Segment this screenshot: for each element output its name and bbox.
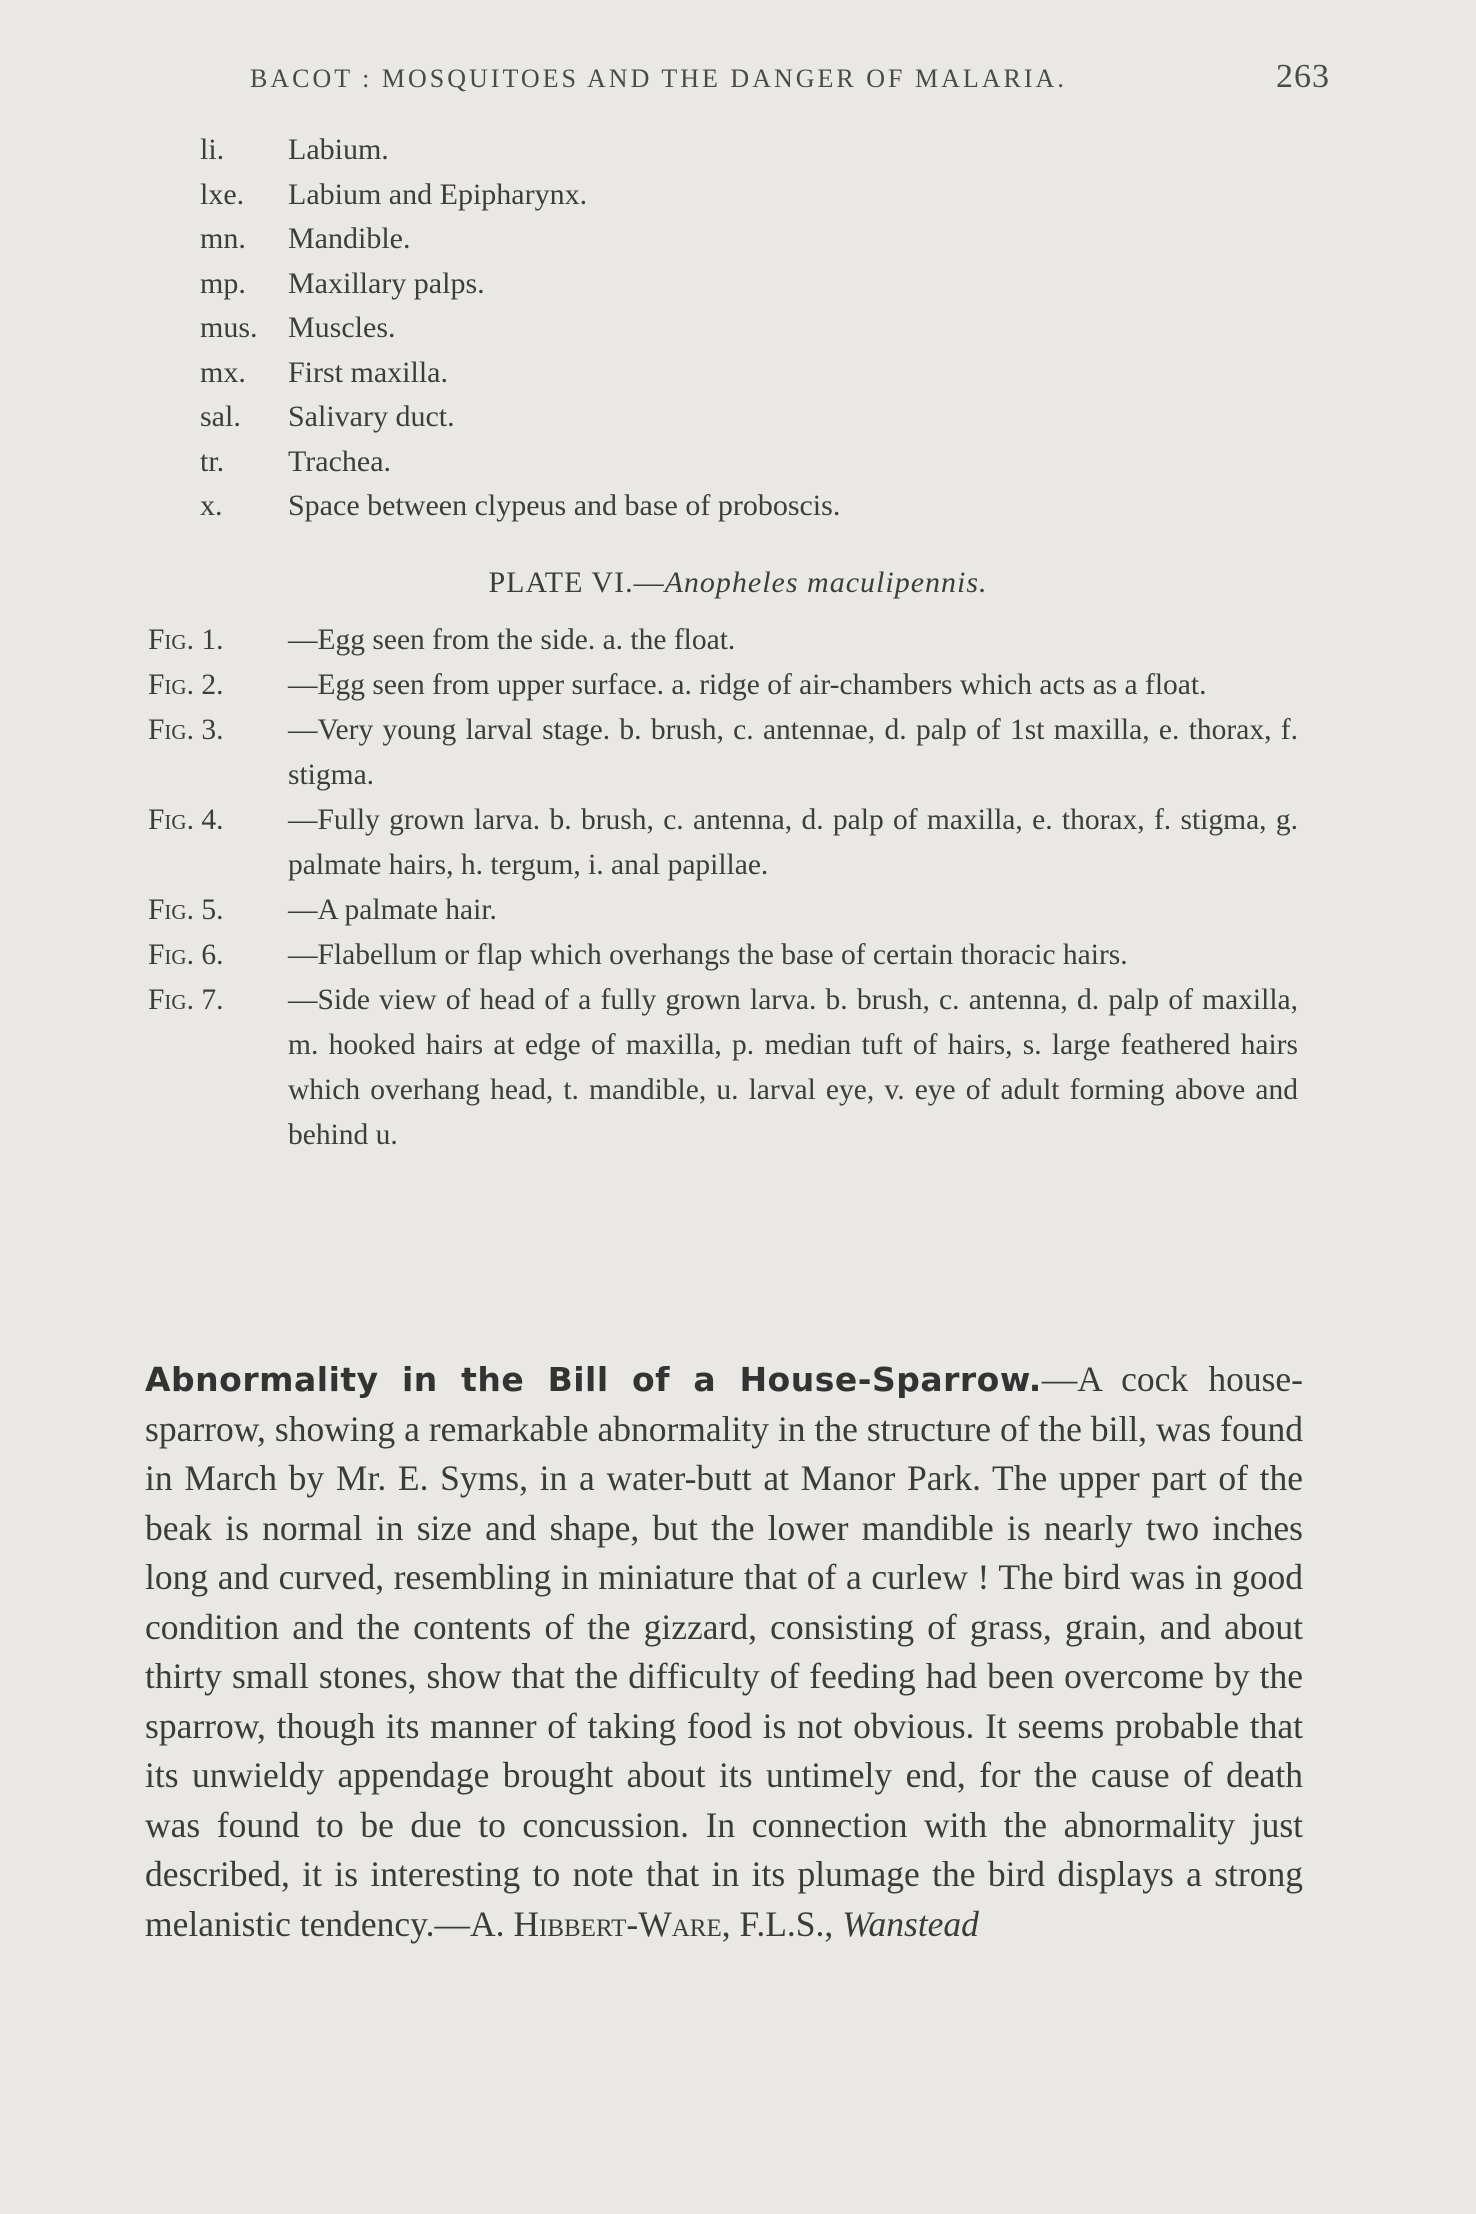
- plate-label: PLATE VI.—: [488, 566, 665, 599]
- abbreviation-value: Space between clypeus and base of proboscis.: [288, 489, 841, 522]
- figure-caption: [148, 663, 1298, 708]
- abbreviation-item: [200, 440, 1300, 485]
- running-header: [250, 58, 1330, 95]
- abbreviation-item: [200, 306, 1300, 351]
- article-heading: Abnormality in the Bill of a House-Sparrow.: [145, 1360, 1042, 1399]
- abbreviation-key: mx.: [200, 355, 246, 389]
- abbreviation-key: li.: [200, 133, 225, 166]
- figure-text: —Egg seen from the side. a. the float.: [288, 624, 736, 656]
- abbreviation-value: First maxilla.: [288, 355, 448, 389]
- figure-label: Fig. 6.: [148, 939, 224, 971]
- figure-caption: [148, 933, 1298, 978]
- figure-caption: [148, 798, 1298, 888]
- abbreviation-item: [200, 217, 1300, 262]
- abbreviation-value: Salivary duct.: [288, 400, 455, 433]
- abbreviation-item: [200, 262, 1300, 307]
- figure-label: Fig. 5.: [148, 894, 224, 926]
- abbreviation-value: Muscles.: [288, 311, 396, 344]
- figure-caption: [148, 888, 1298, 933]
- article-place: Wanstead: [842, 1903, 979, 1944]
- figure-text: —Very young larval stage. b. brush, c. antennae, d. palp of 1st maxilla, e. thorax, f. stigma.: [288, 714, 1298, 791]
- figure-text: —Fully grown larva. b. brush, c. antenna, d. palp of maxilla, e. thorax, f. stigma, g. palmate hairs, h. tergum, i. anal papillae.: [288, 804, 1298, 881]
- figure-text: —Flabellum or flap which overhangs the base of certain thoracic hairs.: [288, 939, 1128, 971]
- figure-caption: [148, 978, 1298, 1158]
- figure-label: Fig. 1.: [148, 624, 224, 656]
- abbreviation-value: Trachea.: [288, 444, 392, 478]
- article-paragraph: [145, 1355, 1303, 1949]
- article-author: A. Hibbert-Ware, F.L.S.,: [469, 1903, 834, 1944]
- article-body: —A cock house-sparrow, showing a remarkable abnormality in the structure of the bill, was found in March by Mr. E. Syms, in a water-butt at Manor Park. The upper part of the beak is normal in size and shape, but the lower mandible is nearly two inches long and curved, resembling in miniature that of a curlew ! The bird was in good condition and the contents of the gizzard, consisting of grass, grain, and about thirty small stones, show that the difficulty of feeding had been overcome by the sparrow, though its manner of taking food is not obvious. It seems probable that its unwieldy appendage brought about its untimely end, for the cause of death was found to be due to concussion. In connection with the abnormality just described, it is interesting to note that in its plumage the bird displays a strong melanistic tendency.—: [145, 1359, 1303, 1944]
- abbreviation-value: Labium.: [288, 133, 389, 166]
- abbreviation-key: mn.: [200, 222, 246, 255]
- abbreviation-item: [200, 395, 1300, 440]
- abbreviation-item: [200, 484, 1300, 529]
- abbreviation-value: Labium and Epipharynx.: [288, 177, 588, 211]
- abbreviation-item: [200, 351, 1300, 396]
- abbreviation-value: Maxillary palps.: [288, 266, 485, 300]
- abbreviation-value: Mandible.: [288, 222, 411, 255]
- abbreviation-item: [200, 128, 1300, 173]
- figure-caption: [148, 618, 1298, 663]
- abbreviation-key: mus.: [200, 311, 258, 344]
- plate-title: [0, 566, 1476, 600]
- abbreviation-list: [200, 128, 1300, 529]
- figure-label: Fig. 3.: [148, 714, 224, 746]
- abbreviation-item: [200, 173, 1300, 218]
- page-number: 263: [1276, 58, 1330, 95]
- figure-text: —Side view of head of a fully grown larva. b. brush, c. antenna, d. palp of maxilla, m. hooked hairs at edge of maxilla, p. median tuft of hairs, s. large feathered hairs which overhang head, t. mandible, u. larval eye, v. eye of adult forming above and behind u.: [288, 984, 1298, 1151]
- figure-label: Fig. 7.: [148, 984, 224, 1016]
- abbreviation-key: mp.: [200, 266, 246, 300]
- figure-caption: [148, 708, 1298, 798]
- figure-text: —Egg seen from upper surface. a. ridge of air-chambers which acts as a float.: [288, 669, 1207, 701]
- running-title: BACOT : MOSQUITOES AND THE DANGER OF MALARIA.: [250, 64, 1067, 93]
- figure-label: Fig. 2.: [148, 669, 224, 701]
- abbreviation-key: lxe.: [200, 177, 245, 211]
- figure-label: Fig. 4.: [148, 804, 224, 836]
- abbreviation-key: tr.: [200, 444, 225, 478]
- abbreviation-key: sal.: [200, 400, 241, 433]
- figure-text: —A palmate hair.: [288, 894, 497, 926]
- figure-captions: [148, 618, 1298, 1158]
- abbreviation-key: x.: [200, 489, 223, 522]
- plate-species: Anopheles maculipennis.: [664, 566, 988, 599]
